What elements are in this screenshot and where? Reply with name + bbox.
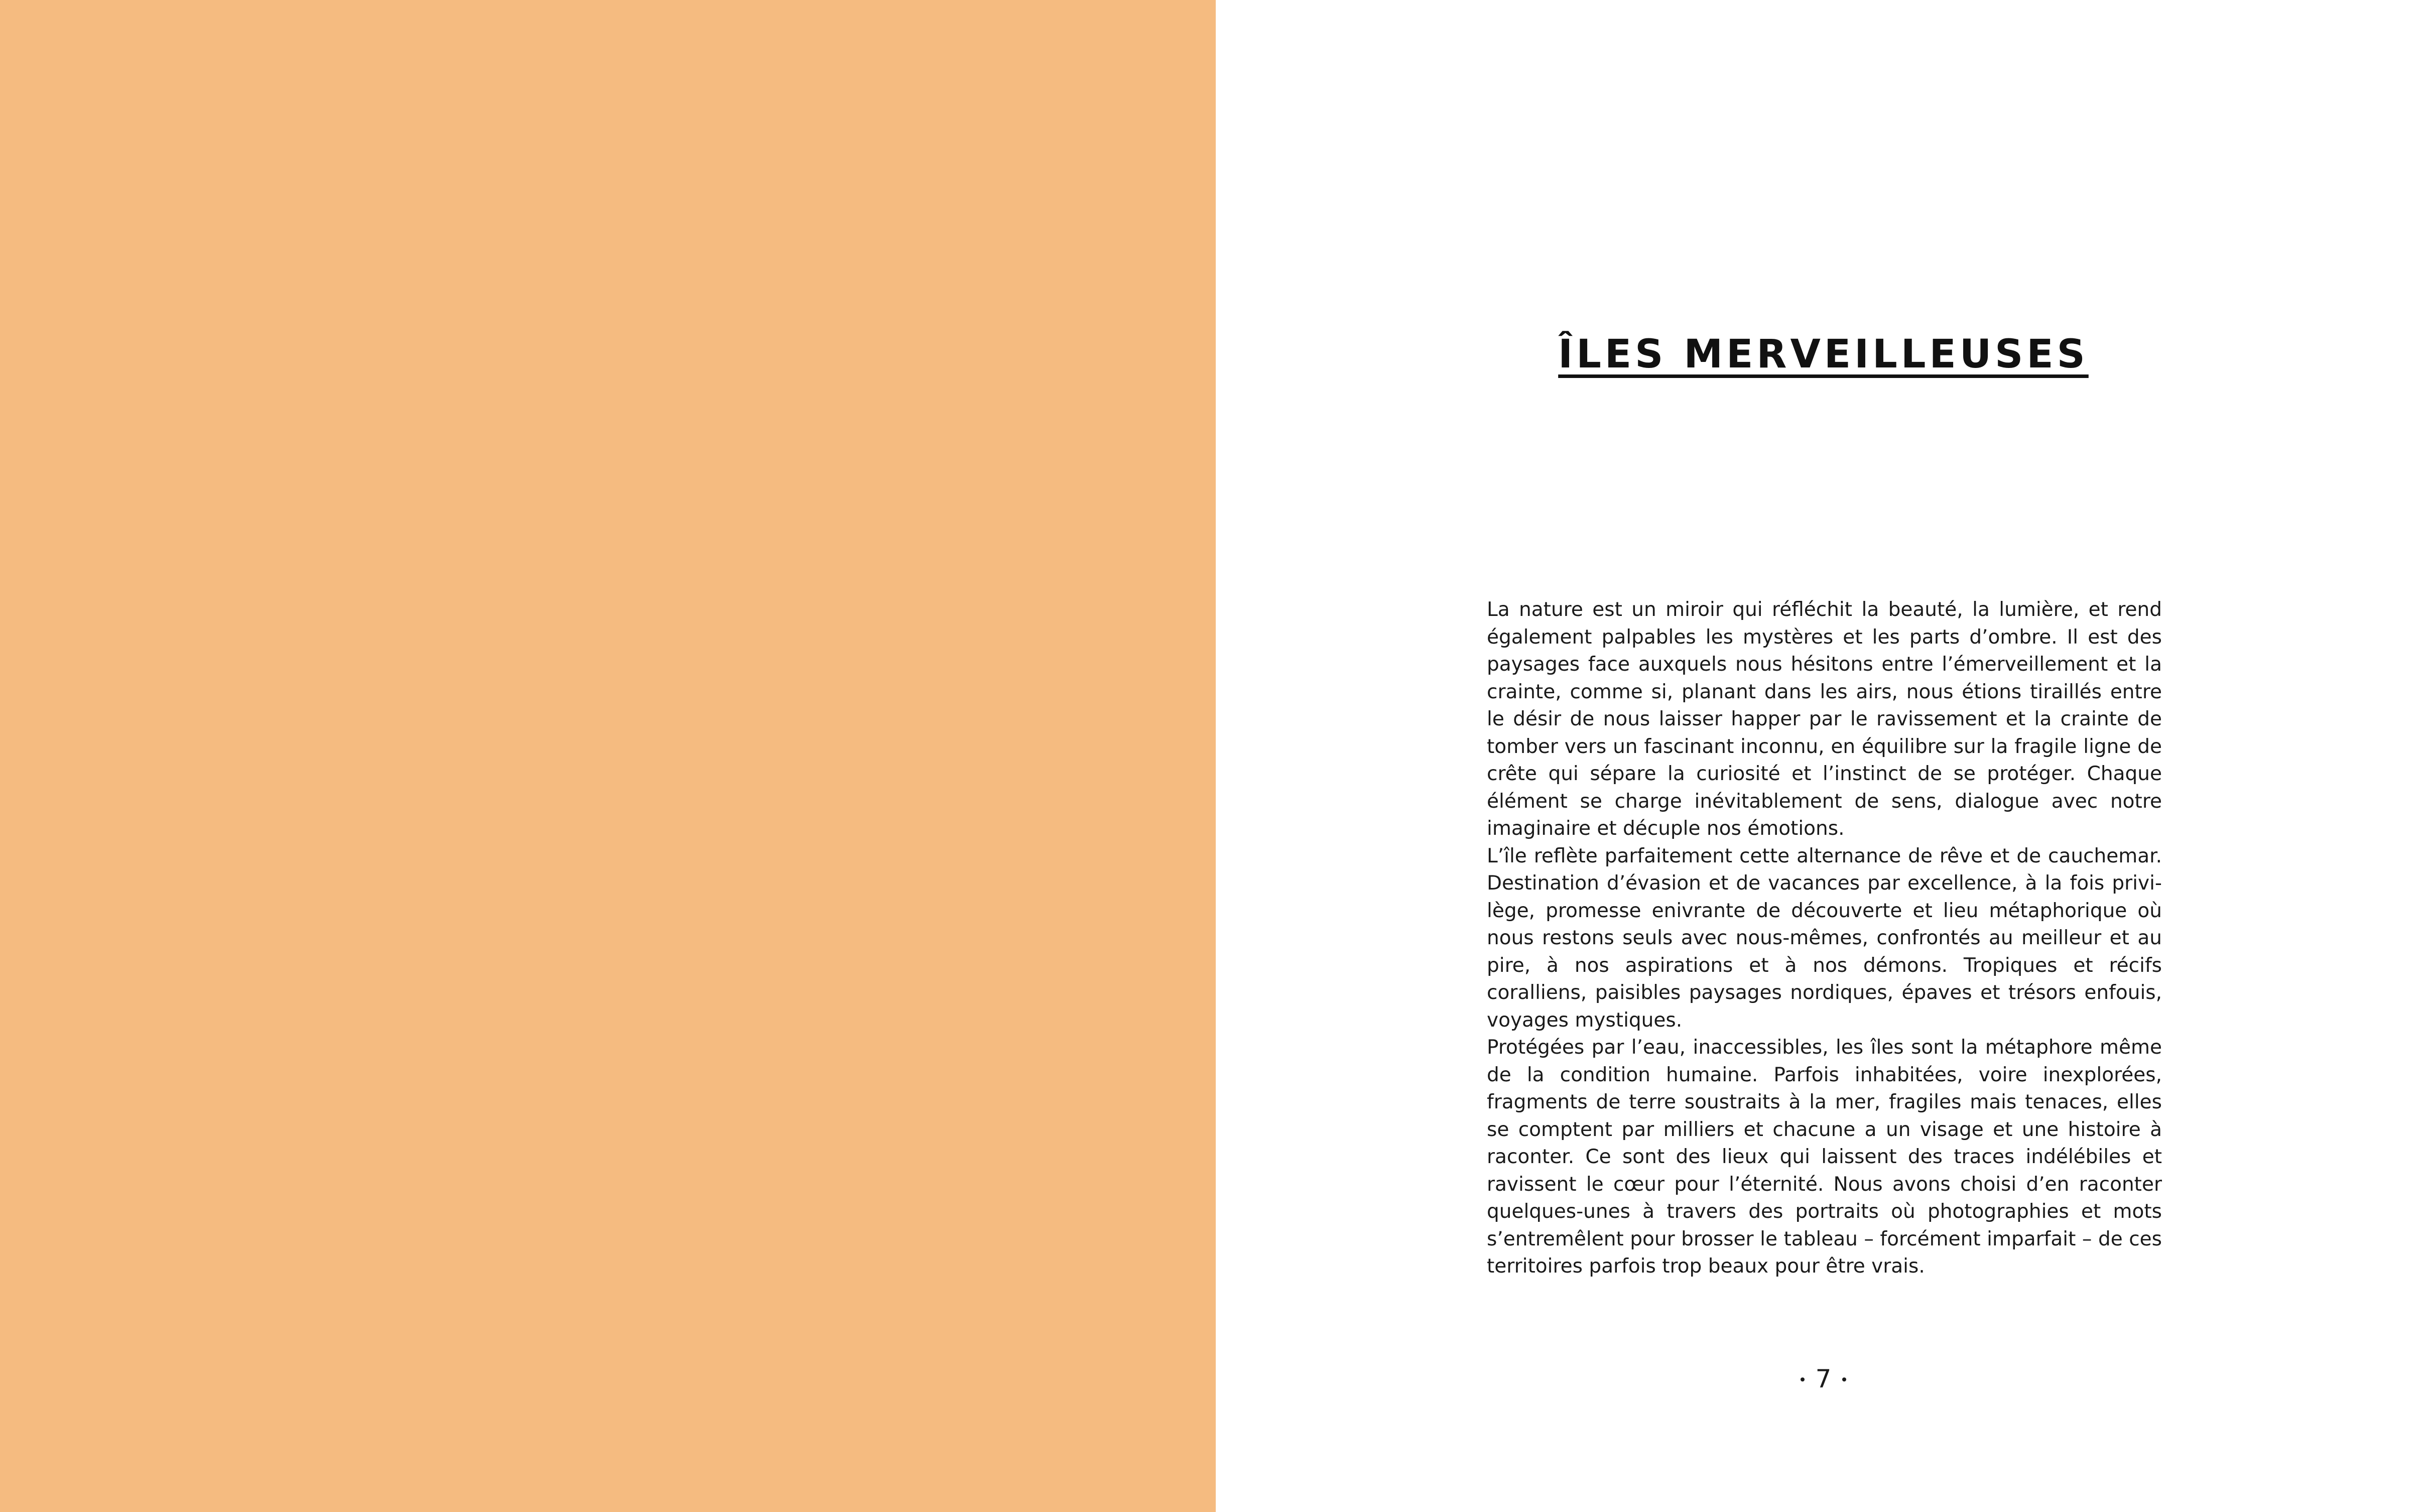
bullet-dot-right bbox=[1842, 1377, 1846, 1381]
bullet-dot-left bbox=[1801, 1377, 1805, 1381]
paragraph: L’île reflète parfaitement cette alternance de rêve et de cauchemar. Destination d’évasion et de vacances par excellence, à la fois privilège, promesse enivrante de découverte et lieu métaphorique où nous restons seuls avec nous-mêmes, confrontés au meilleur et au pire, à nos aspirations et à nos démons. Tropiques et récifs coralliens, paisibles paysages nordiques, épaves et trésors enfouis, voyages mystiques. bbox=[1487, 844, 2162, 1032]
page-number-value: 7 bbox=[1815, 1364, 1832, 1394]
body-text bbox=[1487, 596, 2162, 1281]
chapter-title bbox=[1216, 332, 2431, 377]
chapter-title-text: ÎLES MERVEILLEUSES bbox=[1558, 332, 2089, 377]
right-page bbox=[1216, 0, 2431, 1512]
paragraph: La nature est un miroir qui réfléchit la beauté, la lumière, et rend également palpables les mystères et les parts d’ombre. Il est des paysages face auxquels nous hésitons entre l’émerveillement et la crainte, comme si, planant dans les airs, nous étions tiraillés entre le désir de nous laisser happer par le ravissement et la crainte de tomber vers un fascinant inconnu, en équilibre sur la fragile ligne de crête qui sépare la curiosité et l’instinct de se protéger. Chaque élément se charge inévitablement de sens, dialogue avec notre imaginaire et décuple nos émotions. bbox=[1487, 598, 2162, 840]
paragraph: Protégées par l’eau, inaccessibles, les îles sont la métaphore même de la condition humaine. Parfois inhabitées, voire inexplorées, fragments de terre soustraits à la mer, fragiles mais tenaces, elles se comptent par milliers et chacune a un visage et une histoire à raconter. Ce sont des lieux qui laissent des traces indélébiles et ravissent le cœur pour l’éternité. Nous avons choisi d’en raconter quelques-unes à travers des portraits où photographies et mots s’entremêlent pour brosser le tableau – forcément imparfait – de ces territoires parfois trop beaux pour être vrais. bbox=[1487, 1036, 2162, 1278]
page-number bbox=[1216, 1366, 2431, 1392]
